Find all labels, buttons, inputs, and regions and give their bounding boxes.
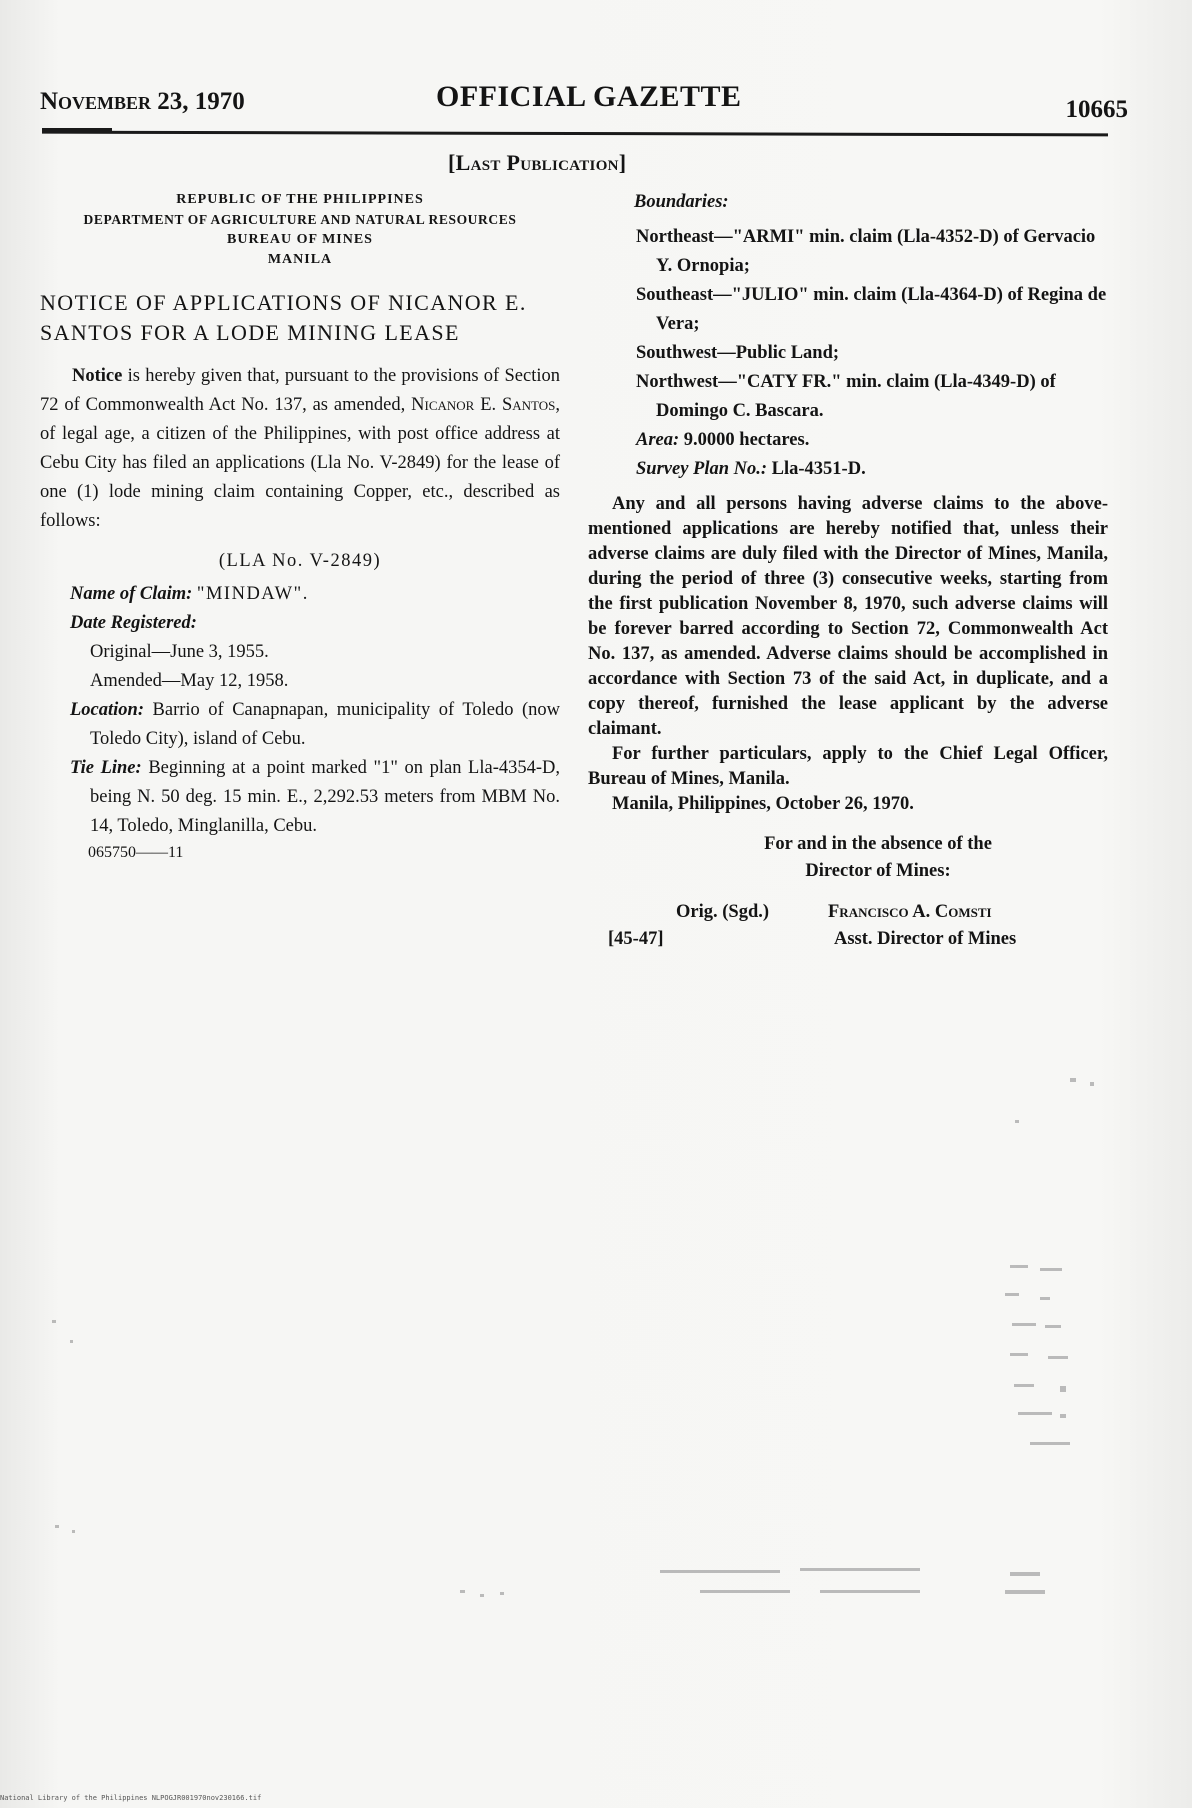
- place-date: Manila, Philippines, October 26, 1970.: [612, 794, 914, 814]
- survey-plan-label: Survey Plan No.:: [636, 459, 768, 479]
- orig-sgd: Orig. (Sgd.): [676, 902, 770, 922]
- boundary-southeast: Southeast—"JULIO" min. claim (Lla-4364-D) of Regina de Vera;: [636, 285, 1107, 334]
- date-original: Original—June 3, 1955.: [90, 642, 269, 662]
- area-value: 9.0000 hectares.: [683, 430, 810, 450]
- agency-block: [40, 190, 560, 270]
- intro-paragraph: [40, 362, 560, 536]
- last-publication-banner: [Last Publication]: [448, 150, 627, 175]
- header-title: OFFICIAL GAZETTE: [436, 80, 742, 113]
- boundary-northeast: Northeast—"ARMI" min. claim (Lla-4352-D) of Gervacio Y. Ornopia;: [636, 227, 1096, 276]
- header-rule: [42, 131, 1108, 137]
- tie-line-value: Beginning at a point marked "1" on plan Lla-4354-D, being N. 50 deg. 15 min. E., 2,292.53 meters from MBM No. 14, Toledo, Minglanilla, Cebu.: [90, 758, 561, 836]
- boundary-northwest: Northwest—"CATY FR." min. claim (Lla-4349-D) of Domingo C. Bascara.: [636, 372, 1056, 421]
- agency-line: MANILA: [267, 252, 333, 267]
- signature-row: [588, 899, 1108, 926]
- boundaries-label: Boundaries:: [634, 192, 729, 212]
- location-label: Location:: [70, 700, 144, 720]
- area-label: Area:: [636, 430, 680, 450]
- signature-row-2: [588, 926, 1108, 953]
- issue-range: [45-47]: [608, 929, 664, 949]
- agency-line: REPUBLIC OF THE PHILIPPINES: [176, 192, 424, 207]
- name-of-claim-label: Name of Claim:: [70, 584, 193, 604]
- survey-plan-value: Lla-4351-D.: [771, 459, 866, 479]
- left-column: [40, 190, 560, 865]
- boundary-southwest: Southwest—Public Land;: [636, 343, 840, 363]
- page-header: [40, 78, 1128, 123]
- director-line: Director of Mines:: [805, 861, 951, 881]
- intro-lead: Notice: [72, 366, 123, 386]
- absence-line: For and in the absence of the: [764, 834, 992, 854]
- agency-line: DEPARTMENT OF AGRICULTURE AND NATURAL RESOURCES: [83, 212, 517, 227]
- particulars-paragraph: For further particulars, apply to the Chief Legal Officer, Bureau of Mines, Manila.: [588, 744, 1108, 789]
- date-registered-label: Date Registered:: [70, 613, 197, 633]
- right-column: [588, 190, 1108, 953]
- intro-text-a: is hereby given that, pursuant to the provisions of Section 72 of Commonwealth Act No. 137, as amended,: [40, 366, 560, 415]
- notice-title: NOTICE OF APPLICATIONS OF NICANOR E. SANTOS FOR A LODE MINING LEASE: [40, 290, 527, 345]
- adverse-claims-paragraph: Any and all persons having adverse claims to the above-mentioned applications are hereby notified that, unless their adverse claims are duly filed with the Director of Mines, Manila, during the period of three (3) consecutive weeks, starting from the first publication November 8, 1970, such adverse claims will be forever barred according to Section 72, Commonwealth Act No. 137, as amended. Adverse claims should be accomplished in accordance with Section 73 of the said Act, in duplicate, and a copy thereof, furnished the lease applicant by the adverse claimant.: [588, 494, 1108, 739]
- applicant-name: Nicanor E. Santos: [411, 395, 556, 415]
- scan-source-note: National Library of the Philippines NLPOGJR001970nov230166.tif: [0, 1794, 262, 1802]
- tie-line: [40, 754, 560, 841]
- location-value: Barrio of Canapnapan, municipality of Toledo (now Toledo City), island of Cebu.: [90, 700, 561, 749]
- lla-number: (LLA No. V-2849): [218, 551, 382, 571]
- signer-name: Francisco A. Comsti: [828, 902, 992, 922]
- notice-code: 065750——11: [88, 844, 184, 861]
- header-page-number: 10665: [1065, 96, 1128, 123]
- survey-plan: [588, 455, 1108, 484]
- agency-line: BUREAU OF MINES: [227, 232, 373, 247]
- location: [40, 696, 560, 754]
- date-registered: [40, 609, 560, 638]
- area: [588, 426, 1108, 455]
- signer-title: Asst. Director of Mines: [834, 929, 1017, 949]
- intro-text-b: , of legal age, a citizen of the Philippines, with post office address at Cebu City has filed an applications (Lla No. V-2849) for the lease of one (1) lode mining claim containing Copper, etc., described as follows:: [40, 395, 561, 531]
- tie-line-label: Tie Line:: [70, 758, 142, 778]
- name-of-claim-value: "MINDAW".: [196, 584, 309, 604]
- header-date: November 23, 1970: [40, 88, 245, 115]
- name-of-claim: [40, 580, 560, 609]
- date-amended: Amended—May 12, 1958.: [90, 671, 289, 691]
